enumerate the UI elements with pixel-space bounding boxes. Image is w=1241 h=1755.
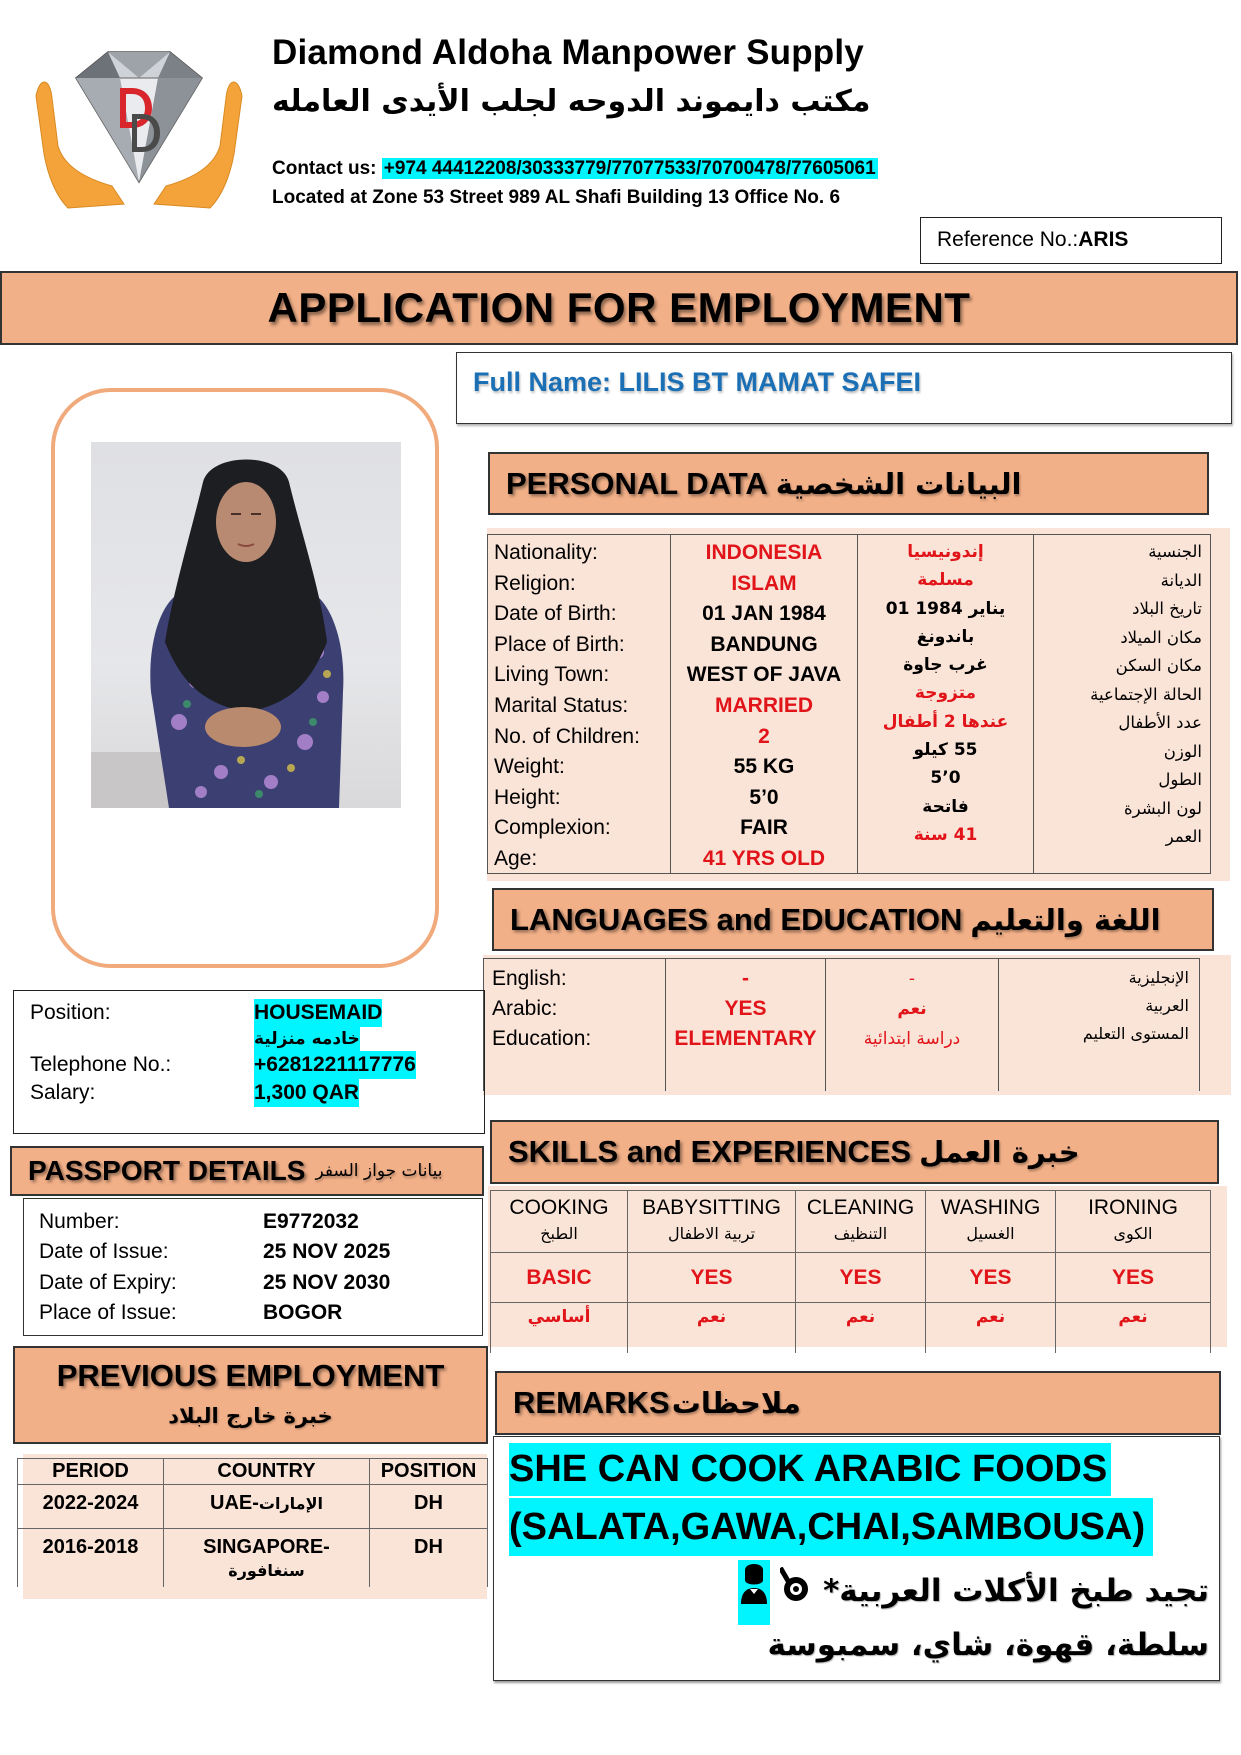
position-ar-row <box>254 1027 484 1051</box>
personal-value-ar-9: فاتحة <box>922 796 969 817</box>
personal-value-ar-8: 0’5 <box>930 768 961 789</box>
skill-level: YES <box>926 1253 1056 1303</box>
languages-values-ar <box>826 959 999 1091</box>
column-header: PERIOD <box>18 1459 164 1485</box>
passport-label: Number: <box>39 1210 120 1233</box>
personal-value-6: 2 <box>758 724 770 748</box>
personal-value-2: 01 JAN 1984 <box>702 602 826 626</box>
skill-level-ar: نعم <box>796 1303 926 1353</box>
personal-data-values <box>671 535 858 873</box>
skill-name-cell <box>491 1191 628 1253</box>
employment-row <box>18 1485 488 1529</box>
languages-labels-ar <box>999 959 1199 1091</box>
remark-line-4: سلطة، قهوة، شاي، سمبوسة <box>767 1627 1209 1663</box>
reference-label: Reference No.: <box>937 228 1079 251</box>
personal-label-ar-5: الحالة الإجتماعية <box>1090 684 1202 704</box>
employment-position: DH <box>370 1485 488 1529</box>
contact-numbers: +974 44412208/30333779/77077533/70700478/77605061 <box>383 158 876 179</box>
personal-label-ar-4: مكان السكن <box>1115 656 1202 675</box>
company-logo <box>28 36 250 214</box>
telephone-label: Telephone No.: <box>30 1053 172 1076</box>
language-value-ar-1: نعم <box>897 999 927 1019</box>
applicant-photo <box>91 442 401 808</box>
personal-value-ar-5: متزوجة <box>914 683 977 704</box>
remark-line-3 <box>738 1560 1210 1614</box>
skill-name: CLEANING <box>806 1196 915 1219</box>
personal-value-10: 41 YRS OLD <box>702 846 826 870</box>
skill-name-cell <box>926 1191 1056 1253</box>
personal-label-10: Age: <box>494 846 538 870</box>
full-name-box <box>456 352 1232 424</box>
country-en: UAE- <box>210 1492 259 1514</box>
personal-value-9: FAIR <box>740 816 788 840</box>
personal-value-ar-6: عندها 2 أطفال <box>882 711 1009 732</box>
language-value-2: ELEMENTARY <box>674 1027 817 1050</box>
skill-name: BABYSITTING <box>642 1196 781 1219</box>
personal-value-ar-7: 55 كيلو <box>913 740 978 761</box>
personal-label-ar-8: الطول <box>1158 770 1202 789</box>
passport-value: 25 NOV 2025 <box>263 1240 391 1264</box>
passport-value: BOGOR <box>263 1301 343 1325</box>
skills-header <box>490 1120 1219 1184</box>
contact-line <box>272 156 878 182</box>
personal-data-values-ar <box>858 535 1034 873</box>
language-label-1: Arabic: <box>492 997 558 1020</box>
personal-value-1: ISLAM <box>731 571 797 595</box>
telephone-row <box>30 1051 484 1079</box>
language-value-ar-2: دراسة ابتدائية <box>863 1029 961 1049</box>
page-title: APPLICATION FOR EMPLOYMENT <box>267 284 971 331</box>
skill-level-ar: نعم <box>628 1303 796 1353</box>
personal-label-5: Marital Status: <box>494 693 629 717</box>
languages-title-ar: اللغة والتعليم <box>970 902 1161 937</box>
personal-value-ar-2: يناير 1984 01 <box>885 598 1006 619</box>
personal-label-ar-0: الجنسية <box>1148 542 1202 561</box>
column-header: COUNTRY <box>164 1459 370 1485</box>
personal-value-ar-10: 41 سنة <box>913 824 978 845</box>
personal-label-7: Weight: <box>494 755 565 779</box>
previous-employment-title-ar: خبرة خارج البلاد <box>168 1404 333 1428</box>
languages-labels <box>484 959 666 1091</box>
employment-country <box>164 1529 370 1587</box>
position-row <box>30 999 484 1027</box>
personal-data-title-ar: البيانات الشخصية <box>775 466 1022 501</box>
personal-label-4: Living Town: <box>494 663 610 687</box>
remark-line-1: SHE CAN COOK ARABIC FOODS <box>509 1443 1111 1496</box>
skill-name-cell <box>628 1191 796 1253</box>
salary-row <box>30 1079 484 1107</box>
skill-name-ar: الكوى <box>1113 1224 1153 1243</box>
reference-value: ARIS <box>1078 228 1129 251</box>
salary-label: Salary: <box>30 1081 96 1104</box>
language-label-ar-2: المستوى التعليم <box>1082 1024 1189 1043</box>
skills-title-ar: خبرة العمل <box>919 1135 1080 1169</box>
previous-employment-header <box>13 1346 488 1444</box>
position-value-ar: خادمه منزلية <box>254 1029 360 1049</box>
remarks-header <box>495 1371 1221 1435</box>
personal-value-5: MARRIED <box>715 693 813 717</box>
application-banner <box>0 271 1238 345</box>
skills-level-ar-row <box>491 1303 1211 1353</box>
skill-name: COOKING <box>509 1196 609 1219</box>
skills-name-row <box>491 1191 1211 1253</box>
skill-name: WASHING <box>940 1196 1041 1219</box>
language-value-0: - <box>742 967 749 990</box>
remark-line-3-text: تجيد طبخ الأكلات العربية* <box>823 1573 1209 1609</box>
passport-value: E9772032 <box>263 1210 359 1233</box>
skill-level: YES <box>1056 1253 1211 1303</box>
telephone-value: +6281221117776 <box>254 1051 416 1079</box>
passport-title-ar: بيانات جواز السفر <box>315 1161 443 1181</box>
previous-employment-header-row <box>18 1459 488 1485</box>
passport-header <box>10 1146 484 1196</box>
skill-level-ar: نعم <box>1056 1303 1211 1353</box>
skills-level-row <box>491 1253 1211 1303</box>
skill-name: IRONING <box>1088 1196 1178 1219</box>
remark-line-2: (SALATA,GAWA,CHAI,SAMBOUSA) <box>509 1498 1153 1556</box>
salary-value: 1,300 QAR <box>254 1079 359 1107</box>
personal-label-ar-9: لون البشرة <box>1124 798 1202 818</box>
country-en: SINGAPORE- <box>203 1536 330 1558</box>
personal-label-ar-6: عدد الأطفال <box>1118 713 1202 732</box>
personal-value-ar-3: باندونغ <box>916 626 975 647</box>
reference-box <box>920 217 1222 264</box>
personal-value-ar-0: إندونيسيا <box>907 542 984 562</box>
country-ar: سنغافورة <box>228 1561 305 1580</box>
skill-name-ar: تربية الاطفال <box>667 1224 756 1243</box>
language-label-ar-0: الإنجليزية <box>1128 968 1189 987</box>
applicant-portrait-icon <box>91 442 401 808</box>
passport-label: Place of Issue: <box>39 1301 177 1325</box>
skill-level-ar: أساسي <box>491 1303 628 1353</box>
office-address: Located at Zone 53 Street 989 AL Shafi Building 13 Office No. 6 <box>272 187 841 208</box>
passport-title: PASSPORT DETAILS <box>28 1155 306 1186</box>
skill-name-ar: الغسيل <box>966 1224 1015 1243</box>
employment-period: 2022-2024 <box>18 1485 164 1529</box>
languages-table <box>483 958 1200 1091</box>
personal-value-4: WEST OF JAVA <box>686 663 842 687</box>
personal-label-ar-3: مكان الميلاد <box>1120 627 1202 647</box>
skill-level: YES <box>628 1253 796 1303</box>
passport-row <box>39 1268 482 1298</box>
personal-label-ar-7: الوزن <box>1163 741 1202 761</box>
skills-title: SKILLS and EXPERIENCES <box>508 1134 912 1169</box>
personal-data-labels-ar <box>1034 535 1210 873</box>
column-header: POSITION <box>370 1459 488 1485</box>
personal-value-7: 55 KG <box>733 755 795 779</box>
previous-employment-title: PREVIOUS EMPLOYMENT <box>56 1358 445 1393</box>
previous-employment-table <box>17 1458 488 1587</box>
contact-label: Contact us: <box>272 158 382 179</box>
company-name-en: Diamond Aldoha Manpower Supply <box>272 33 864 72</box>
language-label-0: English: <box>492 967 567 990</box>
skill-name-ar: الطبخ <box>540 1224 578 1243</box>
skill-level: YES <box>796 1253 926 1303</box>
position-value: HOUSEMAID <box>254 999 382 1027</box>
remarks-title-ar: ملاحظات <box>671 1386 801 1420</box>
personal-data-table <box>487 534 1211 874</box>
passport-row <box>39 1207 482 1237</box>
personal-value-ar-4: غرب جاوة <box>903 655 988 676</box>
personal-label-1: Religion: <box>494 571 576 595</box>
country-ar: الإمارات <box>258 1494 323 1513</box>
languages-title: LANGUAGES and EDUCATION <box>510 901 963 937</box>
frying-pan-icon <box>780 1566 812 1620</box>
languages-header <box>492 888 1214 951</box>
personal-label-9: Complexion: <box>494 816 611 840</box>
languages-values <box>666 959 826 1091</box>
passport-value: 25 NOV 2030 <box>263 1270 391 1294</box>
personal-value-8: 5’0 <box>749 785 779 809</box>
diamond-hands-logo-icon <box>28 36 250 214</box>
personal-label-0: Nationality: <box>494 541 598 564</box>
personal-data-labels <box>488 535 671 873</box>
passport-row <box>39 1237 482 1267</box>
personal-label-2: Date of Birth: <box>494 602 617 626</box>
skill-level: BASIC <box>491 1253 628 1303</box>
company-name-ar: مكتب دايموند الدوحه لجلب الأيدى العامله <box>272 84 871 119</box>
personal-label-ar-10: العمر <box>1165 827 1202 846</box>
passport-row <box>39 1298 482 1328</box>
personal-label-8: Height: <box>494 785 561 809</box>
skills-table <box>490 1190 1211 1353</box>
employment-row <box>18 1529 488 1587</box>
skill-name-cell <box>796 1191 926 1253</box>
language-value-1: YES <box>724 997 767 1020</box>
skill-name-ar: التنظيف <box>833 1224 888 1243</box>
full-name: Full Name: LILIS BT MAMAT SAFEI <box>473 367 921 397</box>
passport-label: Date of Expiry: <box>39 1270 177 1294</box>
skill-name-cell <box>1056 1191 1211 1253</box>
employment-position: DH <box>370 1529 488 1587</box>
personal-label-3: Place of Birth: <box>494 632 625 656</box>
woman-cook-icon <box>738 1560 770 1625</box>
passport-label: Date of Issue: <box>39 1240 169 1264</box>
language-value-ar-0: - <box>908 969 916 989</box>
personal-data-header <box>488 452 1209 515</box>
personal-label-ar-1: الديانة <box>1160 570 1202 590</box>
language-label-2: Education: <box>492 1027 592 1050</box>
employment-country <box>164 1485 370 1529</box>
personal-data-title: PERSONAL DATA <box>506 465 768 501</box>
personal-label-ar-2: تاريخ البلاد <box>1132 599 1202 618</box>
personal-value-ar-1: مسلمة <box>917 570 974 591</box>
language-label-ar-1: العربية <box>1145 996 1189 1015</box>
employment-period: 2016-2018 <box>18 1529 164 1587</box>
personal-label-6: No. of Children: <box>494 724 640 748</box>
skill-level-ar: نعم <box>926 1303 1056 1353</box>
personal-value-0: INDONESIA <box>705 541 823 564</box>
remarks-title: REMARKS <box>513 1385 670 1420</box>
personal-value-3: BANDUNG <box>710 632 818 656</box>
position-label: Position: <box>30 1001 111 1024</box>
passport-box <box>23 1198 483 1336</box>
job-info-box <box>13 990 485 1134</box>
